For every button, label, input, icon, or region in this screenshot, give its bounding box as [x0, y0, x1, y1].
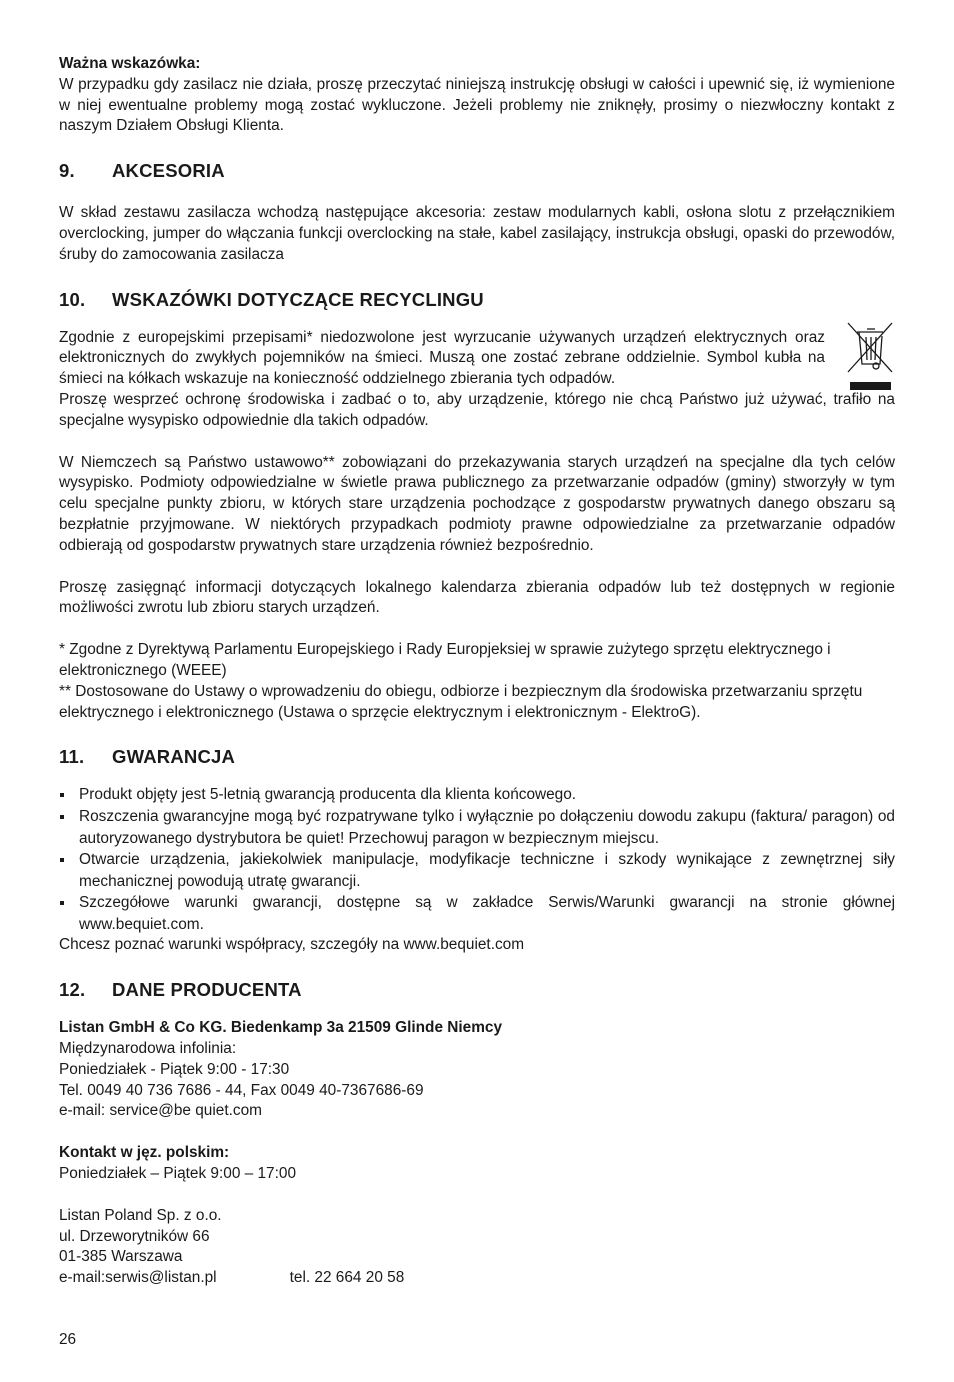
recycling-paragraph-1: Zgodnie z europejskimi przepisami* niedozwolone jest wyrzucanie używanych urządzeń elektrycznych oraz elektronicznych do zwykłych pojemników na śmieci. Muszą one zostać zebrane oddzielnie. Symbol kubła na śmieci na kółkach wskazuje na konieczność oddzielnego zbierania tych odpadów. [59, 328, 825, 388]
crossed-out-wheelie-bin-icon [845, 320, 895, 392]
hotline-label: Międzynarodowa infolinia: [59, 1040, 237, 1058]
poland-city: 01-385 Warszawa [59, 1248, 183, 1266]
list-item: Roszczenia gwarancyjne mogą być rozpatrywane tylko i wyłącznie po dołączeniu dowodu zakupu (faktura/ paragon) od autoryzowanego dystrybutora be quiet! Przechowuj paragon w bezpiecznym miejscu. [59, 806, 895, 849]
section-9-heading [59, 159, 895, 183]
footnote-2: ** Dostosowane do Ustawy o wprowadzeniu do obiegu, odbiorze i bezpiecznym dla środowiska przetwarzaniu sprzętu elektrycznego i elektronicznego (Ustawa o sprzęcie elektrycznym i elektronicznym - ElektroG). [59, 682, 863, 721]
section-number: 9. [59, 160, 75, 182]
list-item: Produkt objęty jest 5-letnią gwarancją producenta dla klienta końcowego. [59, 784, 895, 806]
warranty-list [59, 784, 895, 935]
footnote-1: * Zgodne z Dyrektywą Parlamentu Europejskiego i Rady Europjeksiej w sprawie zużytego sprzętu elektrycznego i elektronicznego (WEEE) [59, 641, 831, 679]
polish-contact-title: Kontakt w jęz. polskim: [59, 1144, 230, 1162]
recycling-paragraph-2: W Niemczech są Państwo ustawowo** zobowiązani do przekazywania starych urządzeń na specjalne dla tych celów wysypisko. Podmioty odpowiedzialne w świetle prawa publicznego za przetwarzanie odpadów (gminy) stworzyły w tym celu specjalne punkty zbioru, w których stare urządzenia pochodzące z gospodarstw prywatnych danego obszaru są bezpłatnie przyjmowane. W niektórych przypadkach podmioty prawne odpowiedzialne za przetwarzanie odpadów odbierają od gospodarstw prywatnych stare urządzenia również bezpośrednio. [59, 453, 895, 554]
section-number: 11. [59, 746, 85, 768]
warranty-more-info: Chcesz poznać warunki współpracy, szczegóły na www.bequiet.com [59, 936, 525, 954]
list-item: Szczegółowe warunki gwarancji, dostępne są w zakładce Serwis/Warunki gwarancji na stronie głównej www.bequiet.com. [59, 892, 895, 935]
poland-contact-row [59, 1268, 895, 1289]
email-intl: e-mail: service@be quiet.com [59, 1102, 262, 1120]
section-title: WSKAZÓWKI DOTYCZĄCE RECYCLINGU [112, 288, 484, 310]
polish-contact-hours: Poniedziałek – Piątek 9:00 – 17:00 [59, 1165, 297, 1183]
section-title: DANE PRODUCENTA [112, 979, 302, 1001]
recycling-paragraph-1b: Proszę wesprzeć ochronę środowiska i zadbać o to, aby urządzenie, którego nie chcą Państwo już używać, trafiło na specjalne wysypisko odpowiednie dla takich odpadów. [59, 390, 895, 429]
accessories-text: W skład zestawu zasilacza wchodzą następujące akcesoria: zestaw modularnych kabli, osłona slotu z przełącznikiem overclocking, jumper do włączania funkcji overclocking na stałe, kabel zasilający, instrukcja obsługi, opaski do przewodów, śruby do zamocowania zasilacza [59, 204, 895, 263]
section-12-heading [59, 978, 895, 1002]
poland-street: ul. Drzeworytników 66 [59, 1227, 210, 1245]
section-title: AKCESORIA [112, 160, 225, 182]
hotline-hours: Poniedziałek - Piątek 9:00 - 17:30 [59, 1060, 290, 1078]
company-name: Listan GmbH & Co KG. Biedenkamp 3a 21509 Glinde Niemcy [59, 1019, 503, 1037]
section-number: 10. [59, 288, 86, 310]
page-number: 26 [59, 1331, 77, 1348]
section-10-heading [59, 288, 895, 312]
section-title: GWARANCJA [112, 746, 236, 768]
recycling-block [59, 328, 895, 390]
section-number: 12. [59, 979, 86, 1001]
note-text: W przypadku gdy zasilacz nie działa, proszę przeczytać niniejszą instrukcję obsługi w całości i upewnić się, iż wymienione w niej ewentualne problemy mogą zostać wykluczone. Jeżeli problemy nie zniknęły, prosimy o niezwłoczny kontakt z naszym Działem Obsługi Klienta. [59, 75, 895, 135]
manual-page [59, 54, 895, 1289]
list-item: Otwarcie urządzenia, jakiekolwiek manipulacje, modyfikacje techniczne i szkody wynikające z zewnętrznej siły mechanicznej powodują utratę gwarancji. [59, 849, 895, 892]
section-11-heading [59, 745, 895, 769]
recycling-paragraph-3: Proszę zasięgnąć informacji dotyczących lokalnego kalendarza zbierania odpadów lub też dostępnych w regionie możliwości zwrotu lub zbioru starych urządzeń. [59, 578, 895, 617]
email-pl: e-mail:serwis@listan.pl [59, 1269, 217, 1287]
note-title: Ważna wskazówka: [59, 55, 201, 72]
phone-pl: tel. 22 664 20 58 [289, 1269, 405, 1287]
poland-company: Listan Poland Sp. z o.o. [59, 1206, 222, 1224]
phone-fax: Tel. 0049 40 736 7686 - 44, Fax 0049 40-7367686-69 [59, 1081, 424, 1099]
